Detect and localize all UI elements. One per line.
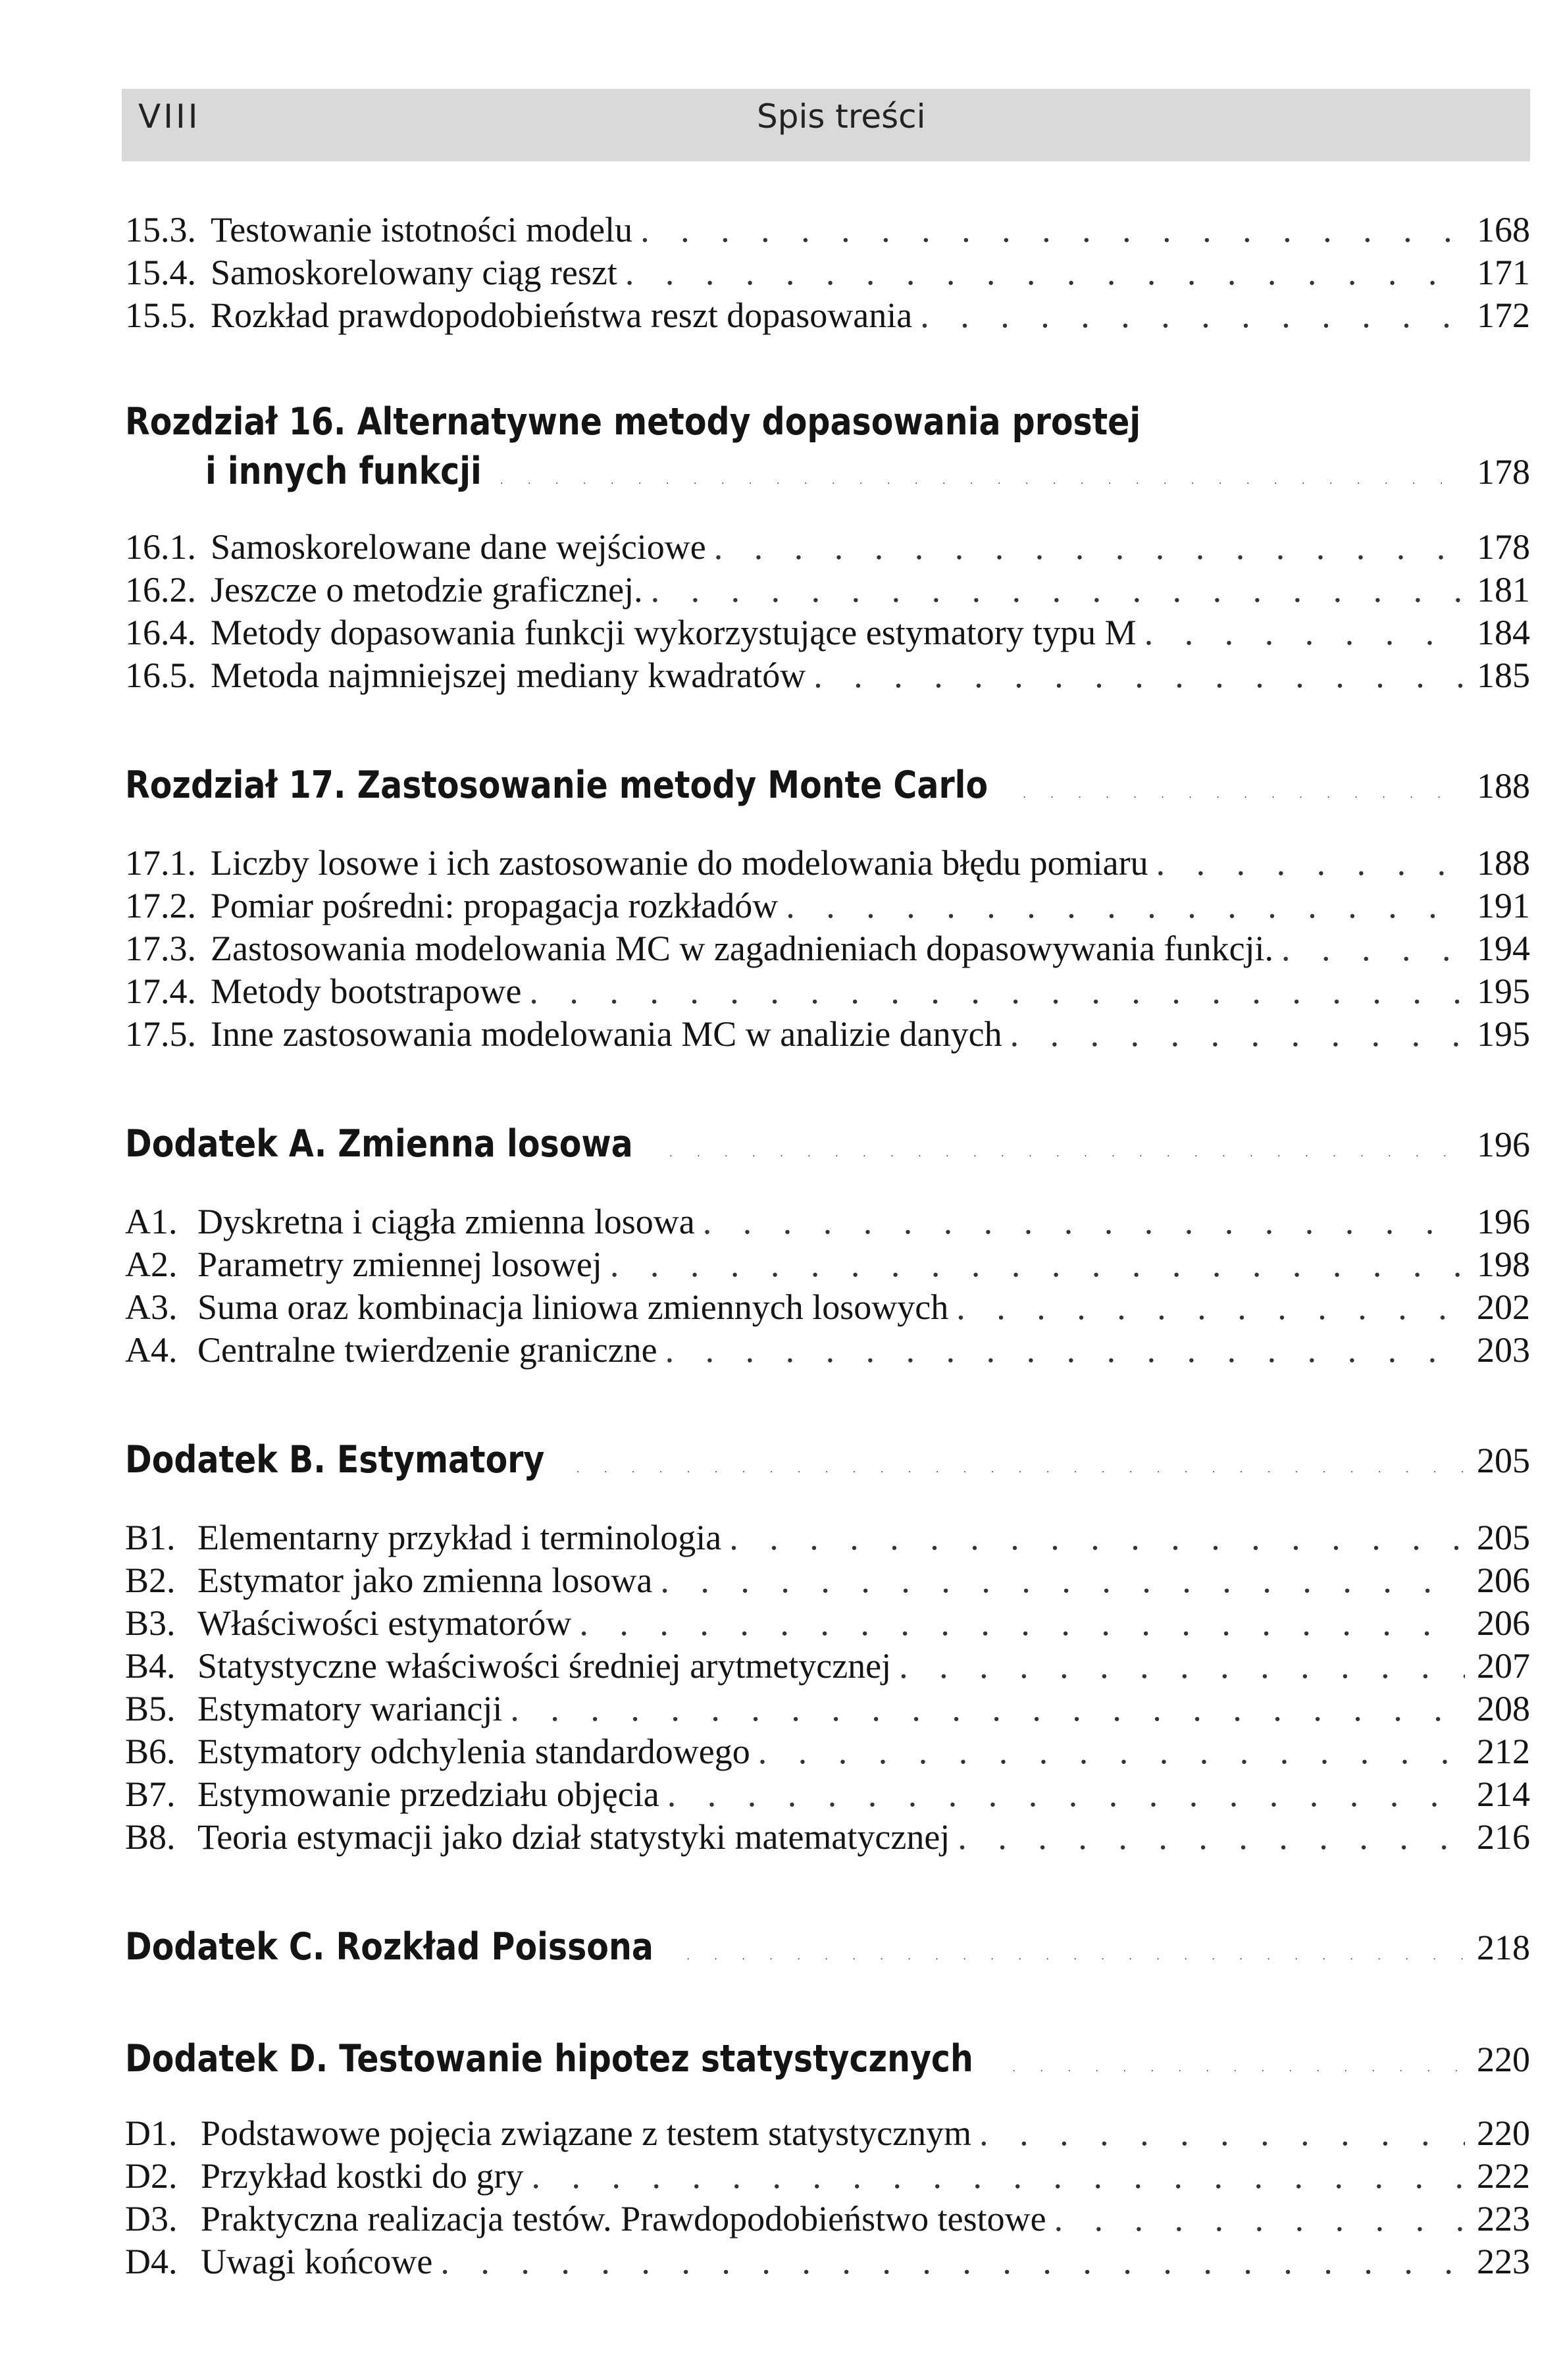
- toc-entry-17-3: [125, 928, 1530, 969]
- entry-page: 206: [1477, 1603, 1530, 1643]
- entry-page: 212: [1477, 1732, 1530, 1771]
- entry-number: 17.1.: [125, 843, 196, 883]
- entry-number: 16.5.: [125, 656, 196, 695]
- leader-dots: [660, 1560, 1465, 1601]
- entry-page: 214: [1477, 1774, 1530, 1814]
- entry-number: A3.: [125, 1287, 178, 1327]
- entry-title: Samoskorelowany ciąg reszt: [211, 253, 617, 292]
- entry-number: B1.: [125, 1518, 176, 1557]
- toc-entry-17-1: [125, 842, 1530, 883]
- toc-chapter-17: [125, 763, 1530, 807]
- entry-page: 168: [1477, 210, 1530, 249]
- toc-entry-15-5: [125, 295, 1530, 336]
- leader-dots: [1144, 612, 1465, 653]
- toc-entry-17-2: [125, 885, 1530, 926]
- toc-entry-a2: [125, 1244, 1530, 1285]
- entry-page: 185: [1477, 656, 1530, 695]
- entry-number: D1.: [125, 2113, 178, 2153]
- entry-page: 171: [1477, 253, 1530, 292]
- entry-page: 202: [1477, 1287, 1530, 1327]
- appendix-a-heading: Dodatek A. Zmienna losowa: [125, 1122, 633, 1166]
- entry-page: 181: [1477, 570, 1530, 609]
- leader-dots: [1054, 2198, 1465, 2239]
- entry-page: 198: [1477, 1245, 1530, 1284]
- leader-dots: [979, 2113, 1465, 2154]
- entry-number: B4.: [125, 1646, 176, 1686]
- entry-number: 17.2.: [125, 886, 196, 925]
- entry-number: D2.: [125, 2156, 178, 2196]
- entry-title: Estymatory wariancji: [197, 1689, 503, 1728]
- leader-dots: [1281, 928, 1465, 969]
- leader-dots: [579, 1603, 1465, 1643]
- leader-dots: [899, 1645, 1465, 1686]
- entry-number: B3.: [125, 1603, 176, 1643]
- leader-dots: [714, 527, 1465, 567]
- entry-page: 203: [1477, 1330, 1530, 1370]
- chapter-17-heading: Rozdział 17. Zastosowanie metody Monte Carlo: [125, 763, 988, 807]
- toc-entry-b7: [125, 1774, 1530, 1815]
- entry-page: 191: [1477, 886, 1530, 925]
- toc-entry-15-3: [125, 209, 1530, 250]
- entry-title: Estymowanie przedziału objęcia: [197, 1774, 659, 1814]
- leader-dots: [920, 295, 1465, 336]
- leader-dots: [956, 1287, 1465, 1328]
- entry-page: 206: [1477, 1561, 1530, 1600]
- toc-appendix-c: [125, 1925, 1530, 1969]
- toc-entry-a4: [125, 1330, 1530, 1370]
- entry-number: 15.3.: [125, 210, 196, 249]
- entry-number: D3.: [125, 2199, 178, 2238]
- toc-entry-b2: [125, 1560, 1530, 1601]
- chapter-16-heading-line1: Rozdział 16. Alternatywne metody dopasowania prostej: [125, 400, 1141, 444]
- toc-entry-b4: [125, 1645, 1530, 1686]
- leader-dots: [1156, 842, 1465, 883]
- entry-number: B5.: [125, 1689, 176, 1728]
- leader-dots: [1023, 789, 1465, 801]
- entry-title: Rozkład prawdopodobieństwa reszt dopasowania: [211, 296, 913, 335]
- entry-page: 178: [1477, 527, 1530, 567]
- entry-title: Suma oraz kombinacja liniowa zmiennych losowych: [197, 1287, 949, 1327]
- entry-title: Testowanie istotności modelu: [211, 210, 633, 249]
- chapter-page: 205: [1477, 1441, 1530, 1480]
- leader-dots: [531, 2156, 1465, 2196]
- entry-number: 16.4.: [125, 613, 196, 652]
- leader-dots: [665, 1330, 1465, 1370]
- entry-title: Statystyczne właściwości średniej arytmetycznej: [197, 1646, 892, 1686]
- entry-page: 188: [1477, 843, 1530, 883]
- header-page-number: VIII: [138, 97, 201, 136]
- entry-number: B7.: [125, 1774, 176, 1814]
- entry-title: Elementarny przykład i terminologia: [197, 1518, 722, 1557]
- entry-page: 194: [1477, 929, 1530, 968]
- toc-chapter-16: [125, 450, 1530, 493]
- entry-page: 220: [1477, 2113, 1530, 2153]
- entry-page: 196: [1477, 1202, 1530, 1241]
- entry-page: 208: [1477, 1689, 1530, 1728]
- entry-title: Liczby losowe i ich zastosowanie do modelowania błędu pomiaru: [211, 843, 1148, 883]
- entry-title: Estymator jako zmienna losowa: [197, 1561, 653, 1600]
- toc-appendix-a: [125, 1122, 1530, 1166]
- entry-title: Inne zastosowania modelowania MC w analizie danych: [211, 1014, 1002, 1054]
- toc-entry-d3: [125, 2198, 1530, 2239]
- toc-entry-17-4: [125, 971, 1530, 1012]
- chapter-page: 196: [1477, 1125, 1530, 1164]
- toc-entry-15-4: [125, 252, 1530, 293]
- appendix-b-heading: Dodatek B. Estymatory: [125, 1438, 545, 1482]
- header-title: Spis treści: [757, 97, 926, 136]
- entry-page: 222: [1477, 2156, 1530, 2196]
- entry-number: 17.5.: [125, 1014, 196, 1054]
- toc-entry-16-2: [125, 569, 1530, 610]
- leader-dots: [729, 1517, 1465, 1558]
- entry-title: Podstawowe pojęcia związane z testem statystycznym: [201, 2113, 972, 2153]
- entry-title: Metody bootstrapowe: [211, 971, 522, 1011]
- entry-number: 15.4.: [125, 253, 196, 292]
- chapter-16-heading-line2: i innych funkcji: [205, 450, 482, 493]
- entry-title: Metoda najmniejszej mediany kwadratów: [211, 656, 806, 695]
- chapter-page: 178: [1477, 452, 1530, 492]
- entry-number: B8.: [125, 1817, 176, 1857]
- leader-dots: [667, 1774, 1465, 1815]
- leader-dots: [703, 1201, 1465, 1242]
- entry-number: A2.: [125, 1245, 178, 1284]
- toc-entry-16-5: [125, 655, 1530, 696]
- entry-title: Teoria estymacji jako dział statystyki matematycznej: [197, 1817, 950, 1857]
- leader-dots: [1013, 2063, 1465, 2075]
- toc-entry-b8: [125, 1817, 1530, 1857]
- toc-entry-d2: [125, 2156, 1530, 2196]
- leader-dots: [813, 655, 1465, 696]
- entry-title: Dyskretna i ciągła zmienna losowa: [197, 1202, 695, 1241]
- entry-number: 17.3.: [125, 929, 196, 968]
- toc-entry-d1: [125, 2113, 1530, 2154]
- entry-page: 216: [1477, 1817, 1530, 1857]
- leader-dots: [786, 885, 1465, 926]
- entry-title: Przykład kostki do gry: [201, 2156, 524, 2196]
- toc-appendix-b: [125, 1438, 1530, 1482]
- toc-entry-16-1: [125, 527, 1530, 567]
- entry-title: Estymatory odchylenia standardowego: [197, 1732, 750, 1771]
- entry-number: B2.: [125, 1561, 176, 1600]
- entry-page: 223: [1477, 2199, 1530, 2238]
- toc-entry-a3: [125, 1287, 1530, 1328]
- leader-dots: [958, 1817, 1465, 1857]
- leader-dots: [440, 2241, 1465, 2282]
- entry-number: 15.5.: [125, 296, 196, 335]
- leader-dots: [610, 1244, 1465, 1285]
- entry-number: D4.: [125, 2242, 178, 2281]
- entry-title: Parametry zmiennej losowej: [197, 1245, 602, 1284]
- toc-entry-16-4: [125, 612, 1530, 653]
- toc-entry-b3: [125, 1603, 1530, 1643]
- entry-page: 195: [1477, 1014, 1530, 1054]
- entry-page: 207: [1477, 1646, 1530, 1686]
- entry-title: Zastosowania modelowania MC w zagadnieniach dopasowywania funkcji.: [211, 929, 1274, 968]
- leader-dots: [625, 252, 1465, 293]
- entry-number: 16.2.: [125, 570, 196, 609]
- entry-page: 195: [1477, 971, 1530, 1011]
- toc-appendix-d: [125, 2037, 1530, 2081]
- appendix-d-heading: Dodatek D. Testowanie hipotez statystycznych: [125, 2037, 973, 2081]
- entry-title: Praktyczna realizacja testów. Prawdopodobieństwo testowe: [201, 2199, 1046, 2238]
- entry-title: Właściwości estymatorów: [197, 1603, 572, 1643]
- toc-entry-d4: [125, 2241, 1530, 2282]
- entry-title: Pomiar pośredni: propagacja rozkładów: [211, 886, 779, 925]
- leader-dots: [687, 1951, 1465, 1963]
- toc-entry-b5: [125, 1688, 1530, 1729]
- entry-title: Centralne twierdzenie graniczne: [197, 1330, 657, 1370]
- chapter-page: 218: [1477, 1928, 1530, 1967]
- entry-title: Metody dopasowania funkcji wykorzystujące estymatory typu M: [211, 613, 1137, 652]
- toc-entry-b6: [125, 1731, 1530, 1772]
- leader-dots: [640, 209, 1465, 250]
- leader-dots: [758, 1731, 1465, 1772]
- entry-page: 223: [1477, 2242, 1530, 2281]
- entry-number: A1.: [125, 1202, 178, 1241]
- appendix-c-heading: Dodatek C. Rozkład Poissona: [125, 1925, 653, 1969]
- chapter-page: 188: [1477, 766, 1530, 806]
- leader-dots: [510, 1688, 1465, 1729]
- entry-page: 205: [1477, 1518, 1530, 1557]
- leader-dots: [577, 1464, 1465, 1476]
- toc-entry-b1: [125, 1517, 1530, 1558]
- entry-title: Jeszcze o metodzie graficznej.: [211, 570, 643, 609]
- toc-entry-17-5: [125, 1014, 1530, 1054]
- toc-entry-a1: [125, 1201, 1530, 1242]
- entry-title: Samoskorelowane dane wejściowe: [211, 527, 706, 567]
- leader-dots: [651, 569, 1465, 610]
- leader-dots: [669, 1148, 1465, 1160]
- entry-number: B6.: [125, 1732, 176, 1771]
- entry-number: 17.4.: [125, 971, 196, 1011]
- leader-dots: [1010, 1014, 1465, 1054]
- leader-dots: [500, 475, 1465, 487]
- leader-dots: [529, 971, 1465, 1012]
- chapter-page: 220: [1477, 2040, 1530, 2079]
- entry-title: Uwagi końcowe: [201, 2242, 433, 2281]
- entry-page: 172: [1477, 296, 1530, 335]
- entry-number: 16.1.: [125, 527, 196, 567]
- entry-page: 184: [1477, 613, 1530, 652]
- entry-number: A4.: [125, 1330, 178, 1370]
